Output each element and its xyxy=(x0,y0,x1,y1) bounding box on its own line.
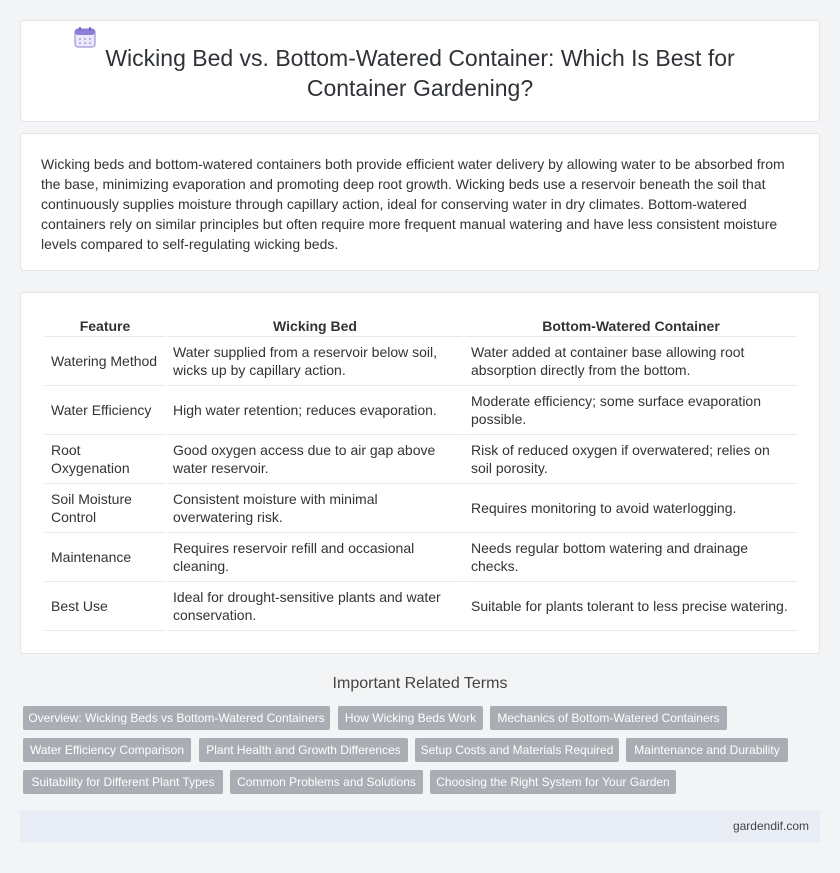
comparison-table xyxy=(43,315,799,631)
bottom-watered-cell: Water added at container base allowing root absorption directly from the bottom. xyxy=(465,337,797,386)
wicking-bed-cell: High water retention; reduces evaporation. xyxy=(167,386,463,435)
bottom-watered-cell: Risk of reduced oxygen if overwatered; relies on soil porosity. xyxy=(465,435,797,484)
wicking-bed-cell: Consistent moisture with minimal overwatering risk. xyxy=(167,484,463,533)
bottom-watered-cell: Requires monitoring to avoid waterlogging. xyxy=(465,484,797,533)
feature-cell: Water Efficiency xyxy=(45,386,165,435)
feature-cell: Maintenance xyxy=(45,533,165,582)
related-tag[interactable]: How Wicking Beds Work xyxy=(338,706,483,730)
header-card xyxy=(20,20,820,122)
table-row xyxy=(45,582,797,631)
wicking-bed-cell: Ideal for drought-sensitive plants and water conservation. xyxy=(167,582,463,631)
related-tag[interactable]: Plant Health and Growth Differences xyxy=(199,738,408,762)
footer xyxy=(20,810,820,842)
wicking-bed-cell: Requires reservoir refill and occasional cleaning. xyxy=(167,533,463,582)
column-header-wicking-bed: Wicking Bed xyxy=(167,315,463,337)
bottom-watered-cell: Moderate efficiency; some surface evaporation possible. xyxy=(465,386,797,435)
table-row xyxy=(45,386,797,435)
bottom-watered-cell: Suitable for plants tolerant to less precise watering. xyxy=(465,582,797,631)
feature-cell: Watering Method xyxy=(45,337,165,386)
related-terms-title: Important Related Terms xyxy=(332,675,508,692)
column-header-bottom-watered: Bottom-Watered Container xyxy=(465,315,797,337)
wicking-bed-cell: Water supplied from a reservoir below soil, wicks up by capillary action. xyxy=(167,337,463,386)
related-tag[interactable]: Overview: Wicking Beds vs Bottom-Watered Containers xyxy=(23,706,330,730)
table-row xyxy=(45,435,797,484)
comparison-table-card xyxy=(20,292,820,654)
related-tag[interactable]: Choosing the Right System for Your Garden xyxy=(430,770,676,794)
table-row xyxy=(45,484,797,533)
column-header-feature: Feature xyxy=(45,315,165,337)
page-title: Wicking Bed vs. Bottom-Watered Container: Which Is Best for Container Gardening? xyxy=(105,45,735,101)
table-header-row xyxy=(45,315,797,337)
related-tag[interactable]: Suitability for Different Plant Types xyxy=(23,770,223,794)
footer-site-link[interactable]: gardendif.com xyxy=(732,819,809,833)
related-tag[interactable]: Common Problems and Solutions xyxy=(230,770,423,794)
feature-cell: Soil Moisture Control xyxy=(45,484,165,533)
related-tag[interactable]: Mechanics of Bottom-Watered Containers xyxy=(490,706,727,730)
table-row xyxy=(45,337,797,386)
intro-paragraph: Wicking beds and bottom-watered containers both provide efficient water delivery by allowing water to be absorbed from the base, minimizing evaporation and promoting deep root growth. Wicking beds use a reservoir beneath the soil that continuously supplies moisture through capillary action, ideal for conserving water in dry climates. Bottom-watered containers rely on similar principles but often require more frequent manual watering and have less consistent moisture levels compared to self-regulating wicking beds. xyxy=(41,156,785,252)
related-tag[interactable]: Maintenance and Durability xyxy=(626,738,788,762)
related-tag[interactable]: Water Efficiency Comparison xyxy=(23,738,191,762)
bottom-watered-cell: Needs regular bottom watering and drainage checks. xyxy=(465,533,797,582)
wicking-bed-cell: Good oxygen access due to air gap above water reservoir. xyxy=(167,435,463,484)
feature-cell: Root Oxygenation xyxy=(45,435,165,484)
table-row xyxy=(45,533,797,582)
calendar-icon xyxy=(73,25,97,49)
feature-cell: Best Use xyxy=(45,582,165,631)
intro-card xyxy=(20,133,820,271)
related-tag[interactable]: Setup Costs and Materials Required xyxy=(415,738,619,762)
